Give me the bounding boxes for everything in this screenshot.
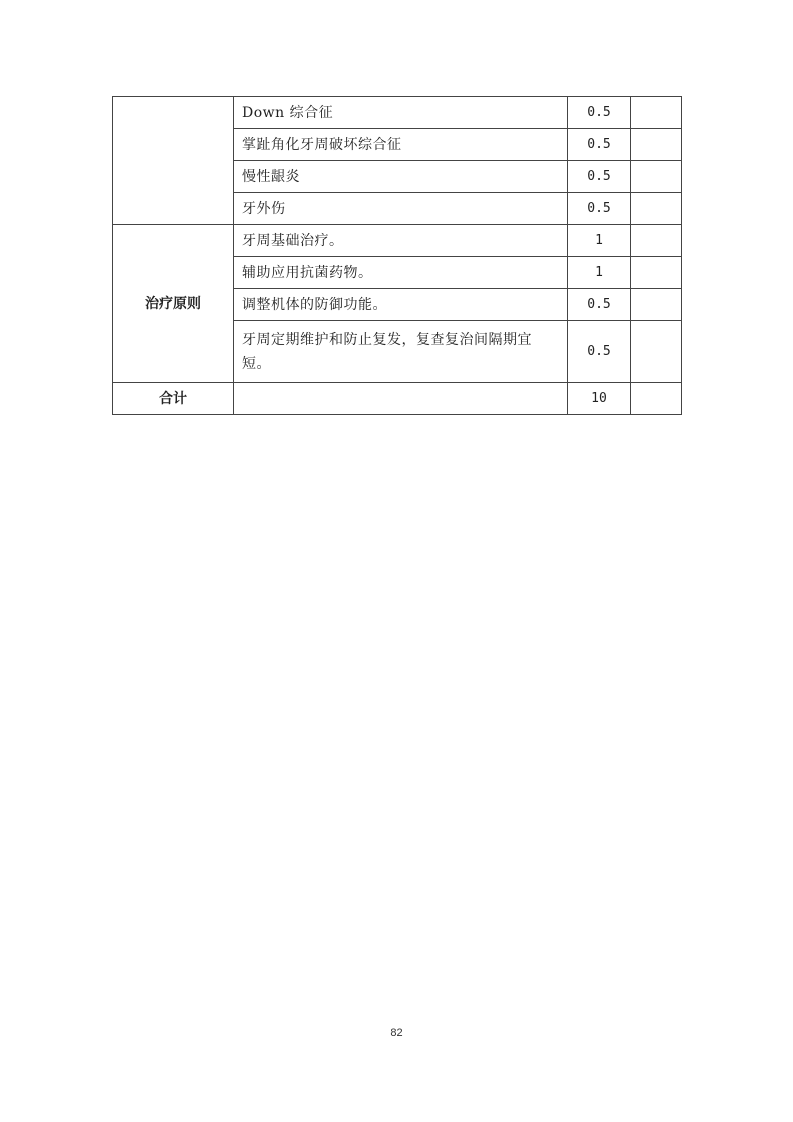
blank-cell xyxy=(631,383,682,415)
page-number: 82 xyxy=(390,1027,403,1039)
blank-cell xyxy=(631,161,682,193)
item-cell: 辅助应用抗菌药物。 xyxy=(234,257,568,289)
blank-cell xyxy=(631,193,682,225)
score-cell: 1 xyxy=(568,225,631,257)
item-cell: 慢性龈炎 xyxy=(234,161,568,193)
total-score: 10 xyxy=(568,383,631,415)
score-cell: 0.5 xyxy=(568,97,631,129)
table-row xyxy=(113,97,682,129)
item-cell: Down 综合征 xyxy=(234,97,568,129)
total-label: 合计 xyxy=(113,383,234,415)
blank-cell xyxy=(631,321,682,383)
score-cell: 0.5 xyxy=(568,129,631,161)
item-cell: 牙周定期维护和防止复发，复查复治间隔期宜短。 xyxy=(234,321,568,383)
table-row xyxy=(113,225,682,257)
score-cell: 0.5 xyxy=(568,289,631,321)
item-cell: 调整机体的防御功能。 xyxy=(234,289,568,321)
blank-cell xyxy=(631,257,682,289)
item-cell: 牙外伤 xyxy=(234,193,568,225)
total-row xyxy=(113,383,682,415)
blank-cell xyxy=(631,225,682,257)
blank-cell xyxy=(631,289,682,321)
section-cell-continued xyxy=(113,97,234,225)
blank-cell xyxy=(631,97,682,129)
item-cell: 牙周基础治疗。 xyxy=(234,225,568,257)
item-cell: 掌趾角化牙周破坏综合征 xyxy=(234,129,568,161)
scoring-table xyxy=(112,96,682,415)
blank-cell xyxy=(631,129,682,161)
section-label-treatment: 治疗原则 xyxy=(113,225,234,383)
blank-cell xyxy=(234,383,568,415)
score-cell: 1 xyxy=(568,257,631,289)
score-cell: 0.5 xyxy=(568,193,631,225)
score-cell: 0.5 xyxy=(568,321,631,383)
score-cell: 0.5 xyxy=(568,161,631,193)
